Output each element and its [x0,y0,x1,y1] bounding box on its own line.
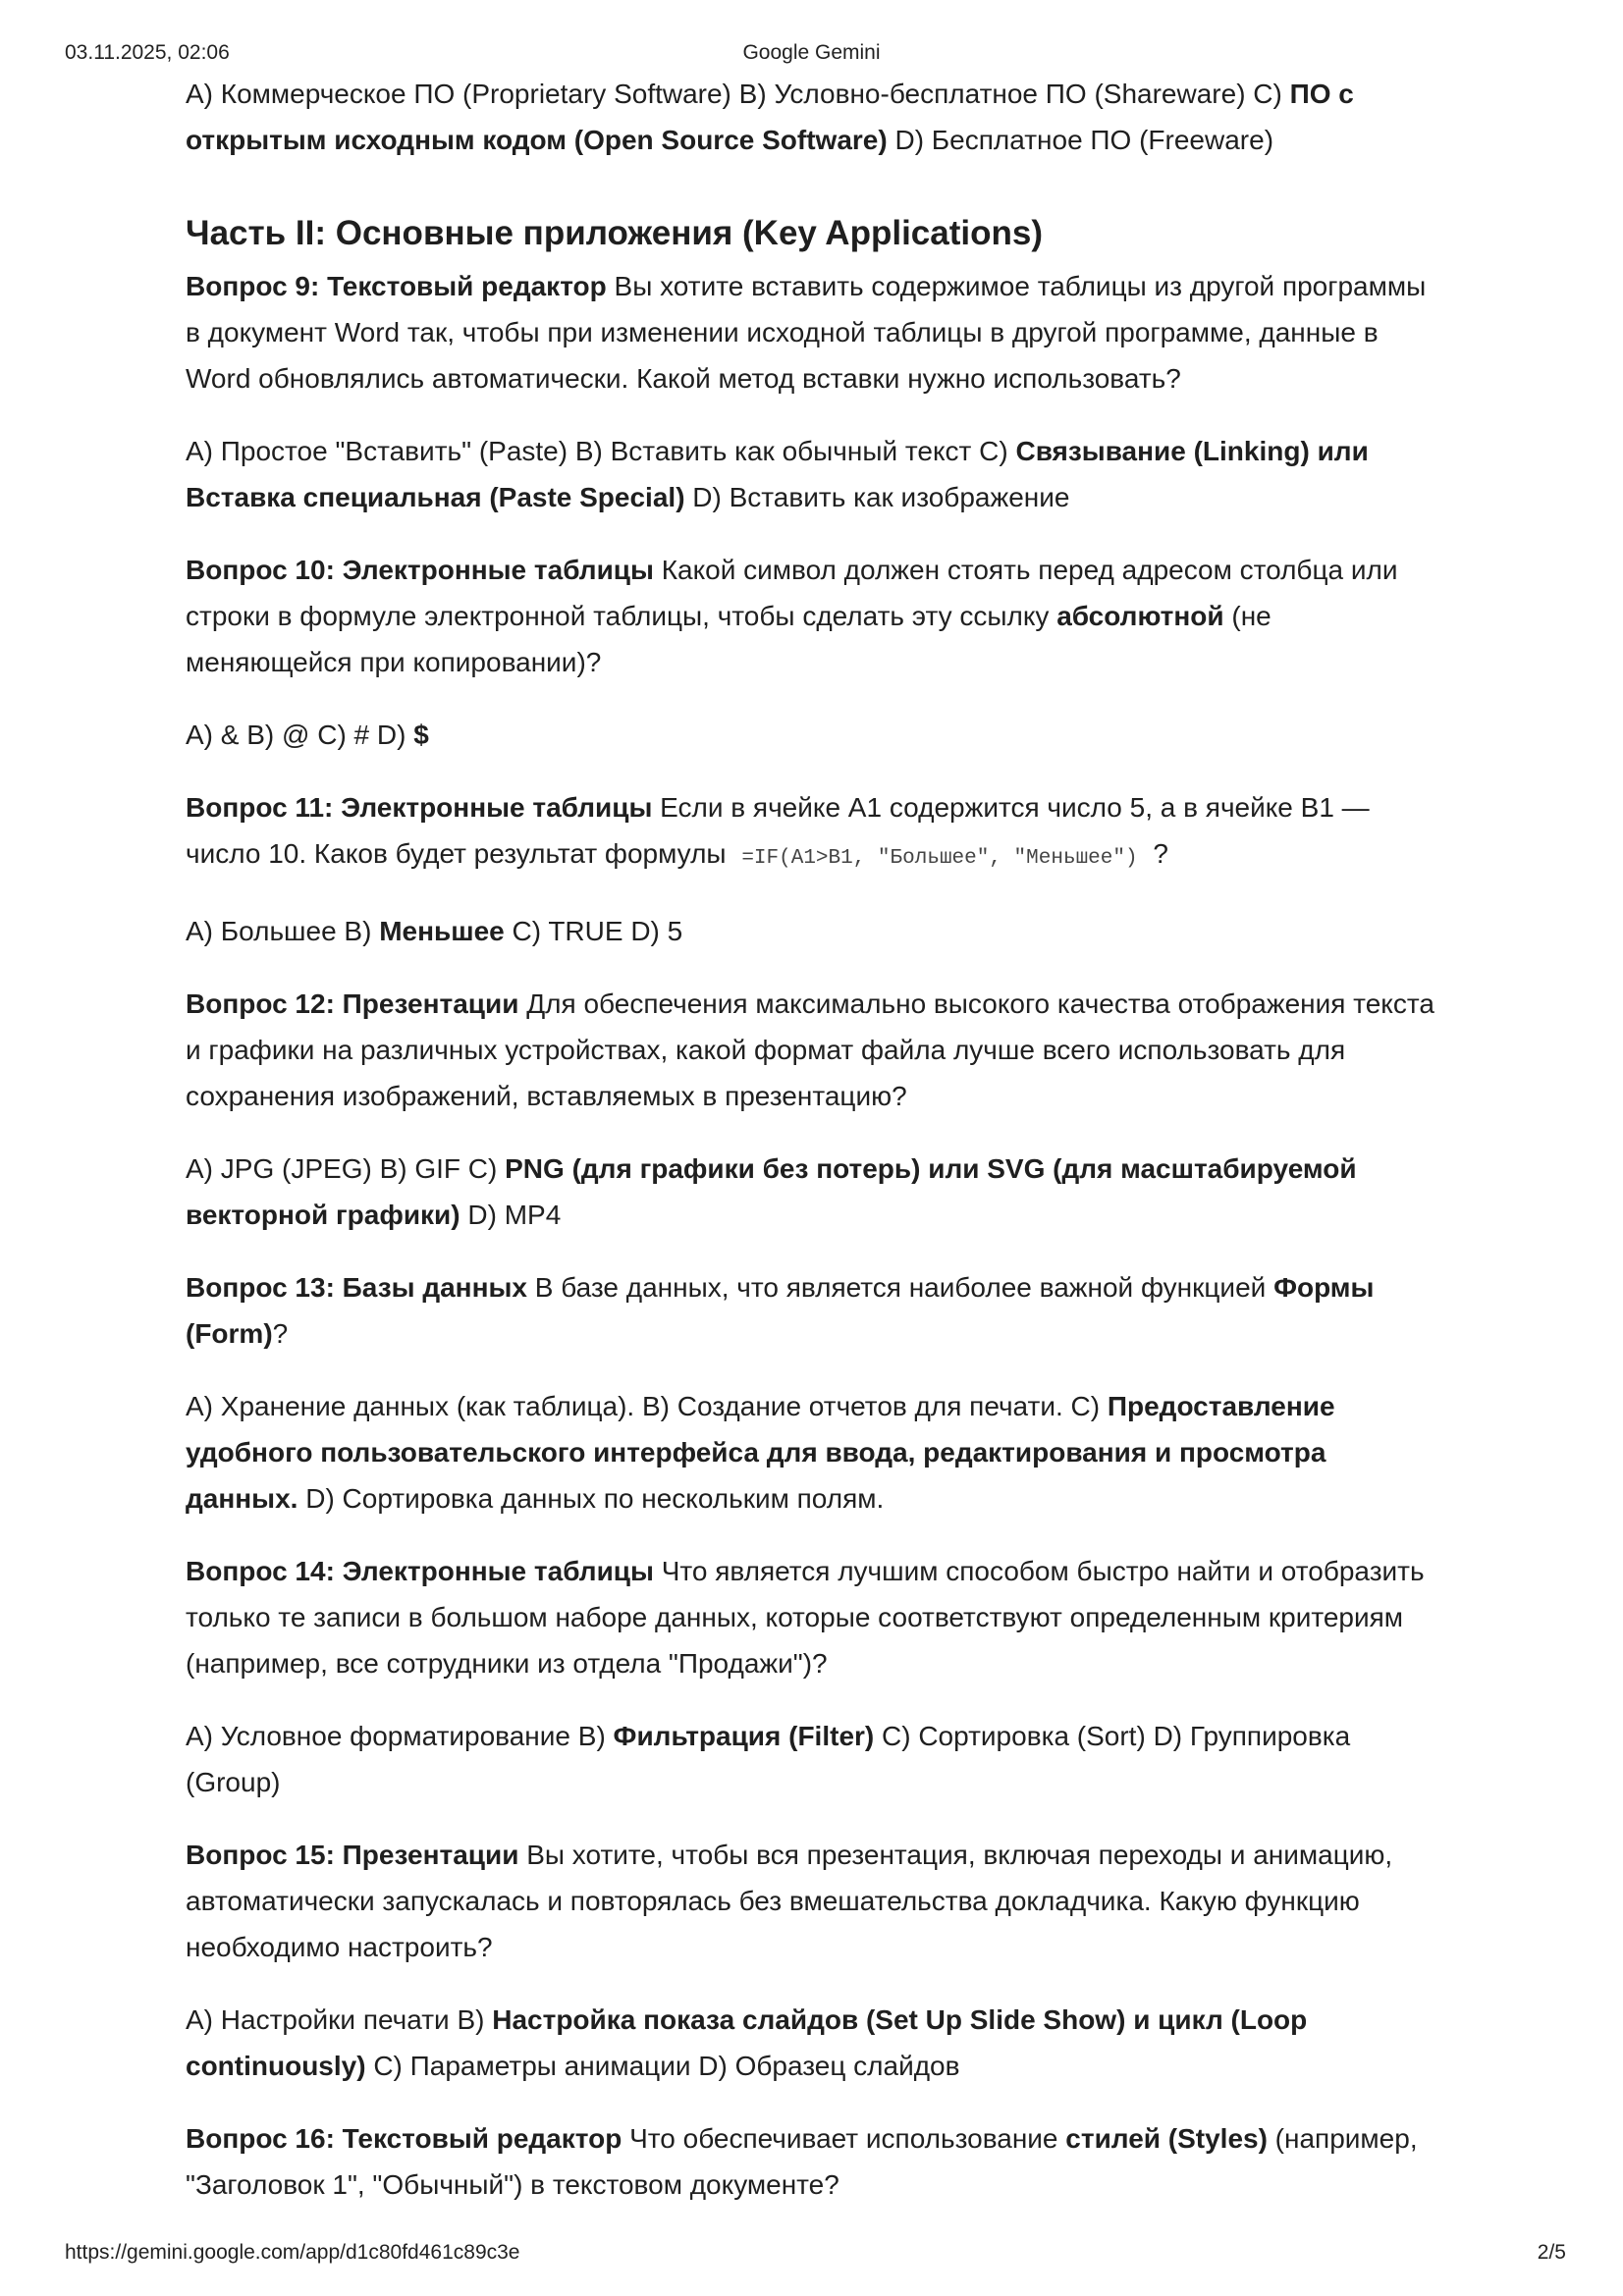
q16-question: Вопрос 16: Текстовый редактор Что обеспечивает использование стилей (Styles) (например, "Заголовок 1", "Обычный") в текстовом документе? [186,2123,1418,2200]
q8-answers: A) Коммерческое ПО (Proprietary Software) B) Условно-бесплатное ПО (Shareware) C) ПО с открытым исходным кодом (Open Source Software) D) Бесплатное ПО (Freeware) [186,79,1354,155]
q9-question: Вопрос 9: Текстовый редактор Вы хотите вставить содержимое таблицы из другой программы в документ Word так, чтобы при изменении исходной таблицы в другой программе, данные в Word обновлялись автоматически. Какой метод вставки нужно использовать? [186,271,1427,394]
q12-question: Вопрос 12: Презентации Для обеспечения максимально высокого качества отображения текста и графики на различных устройствах, какой формат файла лучше всего использовать для сохранения изображений, вставляемых в презентацию? [186,988,1434,1111]
question-label: Вопрос 15: Презентации [186,1840,519,1870]
q15-answers: A) Настройки печати B) Настройка показа слайдов (Set Up Slide Show) и цикл (Loop continuously) C) Параметры анимации D) Образец слайдов [186,2004,1308,2081]
print-date: 03.11.2025, 02:06 [65,41,230,64]
q11-answers: A) Большее B) Меньшее C) TRUE D) 5 [186,916,683,946]
q12-answers: A) JPG (JPEG) B) GIF C) PNG (для графики без потерь) или SVG (для масштабируемой векторной графики) D) MP4 [186,1153,1357,1230]
q9-answers: A) Простое "Вставить" (Paste) B) Вставить как обычный текст C) Связывание (Linking) или Вставка специальная (Paste Special) D) Вставить как изображение [186,436,1369,512]
formula-code: =IF(A1>B1, "Большее", "Меньшее") [741,847,1138,870]
q10-answers: A) & B) @ C) # D) $ [186,720,429,750]
q11-question: Вопрос 11: Электронные таблицы Если в ячейке A1 содержится число 5, а в ячейке B1 — число 10. Каков будет результат формулы =IF(A1>B1, "Большее", "Меньшее") ? [186,792,1370,870]
question-label: Вопрос 16: Текстовый редактор [186,2123,622,2154]
q14-answers: A) Условное форматирование B) Фильтрация (Filter) C) Сортировка (Sort) D) Группировка (Group) [186,1721,1351,1797]
question-label: Вопрос 11: Электронные таблицы [186,792,653,823]
question-label: Вопрос 9: Текстовый редактор [186,271,607,301]
question-label: Вопрос 12: Презентации [186,988,519,1019]
page-header-title: Google Gemini [742,41,881,64]
page-number: 2/5 [1537,2241,1566,2264]
q13-answers: A) Хранение данных (как таблица). B) Создание отчетов для печати. C) Предоставление удобного пользовательского интерфейса для ввода, редактирования и просмотра данных. D) Сортировка данных по нескольким полям. [186,1391,1335,1514]
question-label: Вопрос 13: Базы данных [186,1272,527,1303]
page-url: https://gemini.google.com/app/d1c80fd461c89c3e [65,2241,520,2264]
question-label: Вопрос 10: Электронные таблицы [186,555,654,585]
question-label: Вопрос 14: Электронные таблицы [186,1556,654,1586]
section-title: Часть II: Основные приложения (Key Applications) [186,214,1043,252]
q15-question: Вопрос 15: Презентации Вы хотите, чтобы вся презентация, включая переходы и анимацию, автоматически запускалась и повторялась без вмешательства докладчика. Какую функцию необходимо настроить? [186,1840,1393,1962]
q14-question: Вопрос 14: Электронные таблицы Что является лучшим способом быстро найти и отобразить только те записи в большом наборе данных, которые соответствуют определенным критериям (например, все сотрудники из отдела "Продажи")? [186,1556,1425,1679]
document-body [186,71,1442,2208]
q13-question: Вопрос 13: Базы данных В базе данных, что является наиболее важной функцией Формы (Form)? [186,1272,1375,1349]
q10-question: Вопрос 10: Электронные таблицы Какой символ должен стоять перед адресом столбца или строки в формуле электронной таблицы, чтобы сделать эту ссылку абсолютной (не меняющейся при копировании)? [186,555,1398,677]
